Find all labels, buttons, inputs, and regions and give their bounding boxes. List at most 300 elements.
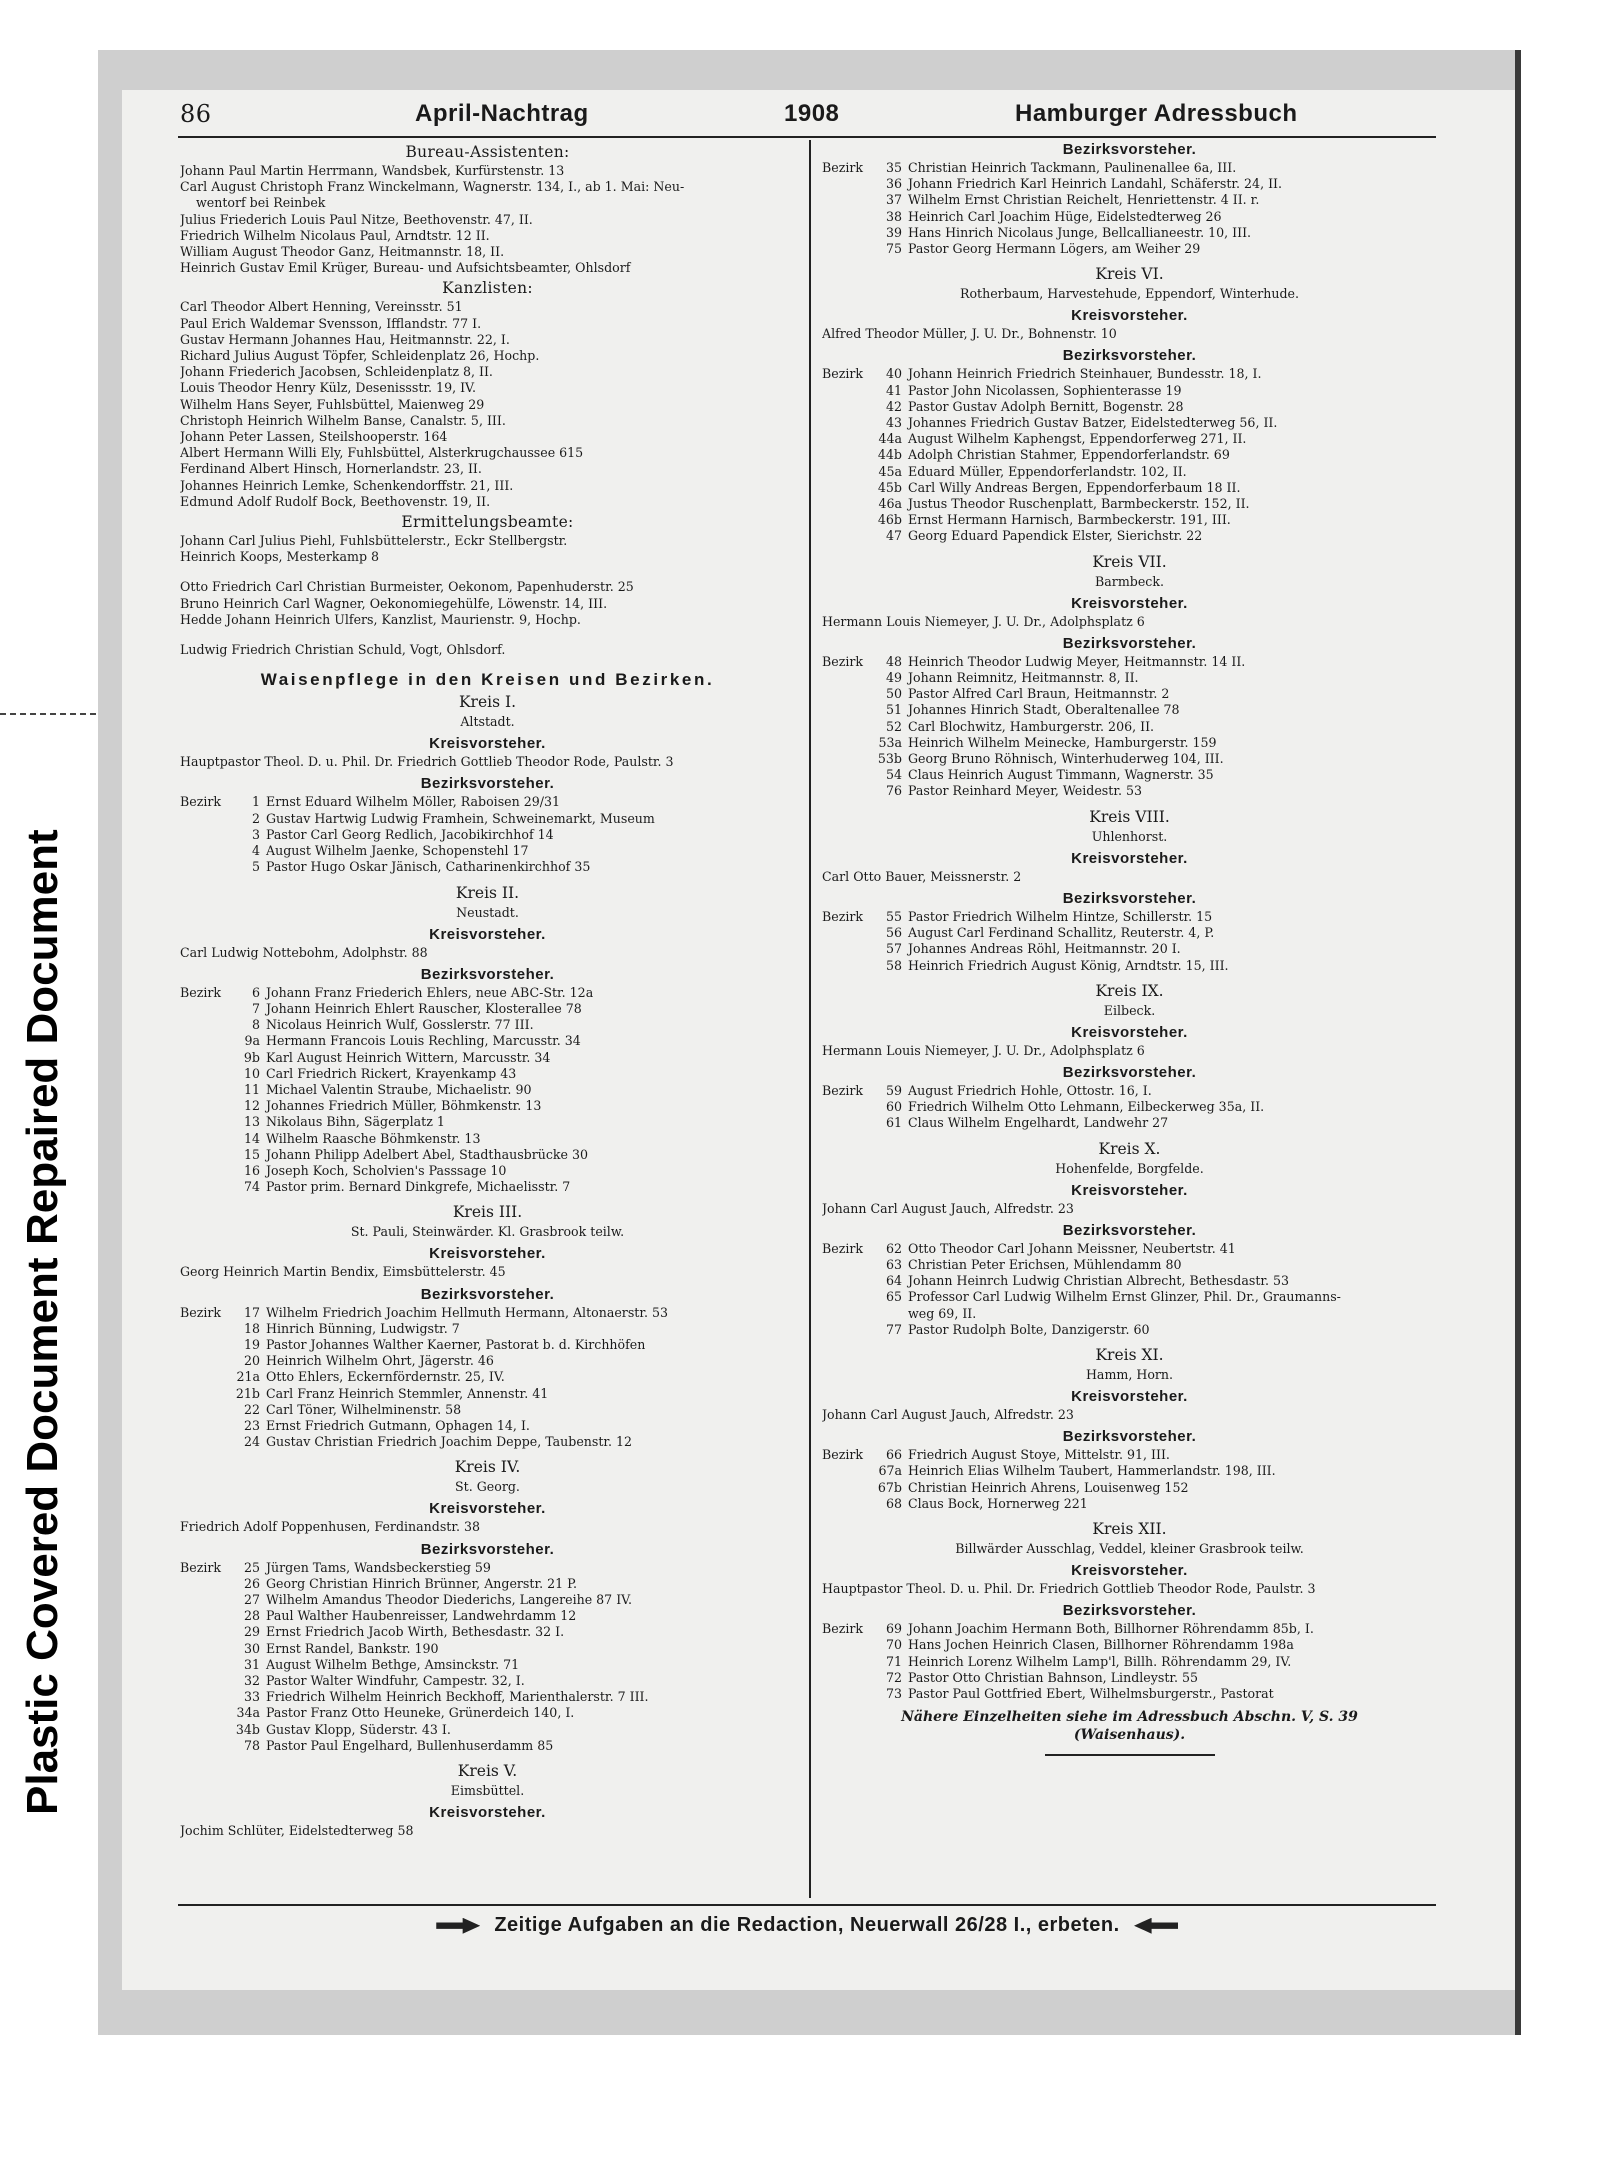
bezirk-entry xyxy=(180,1418,795,1434)
bezirk-entry xyxy=(180,1353,795,1369)
bezirk-entry xyxy=(180,1369,795,1385)
kreis-place: Barmbeck. xyxy=(1095,573,1164,589)
bezirk-entry xyxy=(822,1480,1437,1496)
kreis-heading: Kreis XII. xyxy=(1092,1519,1167,1538)
footer-notice xyxy=(178,1914,1436,1937)
bezirk-text: Pastor Franz Otto Heuneke, Grünerdeich 140, I. xyxy=(266,1705,575,1721)
bezirk-number: 23 xyxy=(243,1417,260,1433)
bezirk-label: Bezirk xyxy=(180,1304,222,1320)
kreis-place: Eimsbüttel. xyxy=(450,1783,525,1799)
list-item: Ferdinand Albert Hinsch, Hornerlandstr. 23, II. xyxy=(180,461,482,477)
bezirk-text: Pastor John Nicolassen, Sophienterasse 19 xyxy=(908,382,1182,398)
bezirk-number: 13 xyxy=(243,1114,260,1130)
bureau-list xyxy=(180,163,795,276)
kreisvorsteher-entry: Hauptpastor Theol. D. u. Phil. Dr. Friedrich Gottlieb Theodor Rode, Paulstr. 3 xyxy=(180,754,674,770)
bezirk-entry xyxy=(822,1686,1437,1702)
bezirk-number: 9b xyxy=(243,1049,260,1065)
bezirk-list xyxy=(822,1447,1437,1512)
bezirksvorsteher-heading: Bezirksvorsteher. xyxy=(420,965,555,983)
bezirk-number: 15 xyxy=(243,1146,260,1162)
list-item: Julius Friederich Louis Paul Nitze, Beethovenstr. 47, II. xyxy=(180,211,533,227)
bezirk-entry xyxy=(822,496,1437,512)
bezirk-entry xyxy=(180,1033,795,1049)
bezirksvorsteher-heading: Bezirksvorsteher. xyxy=(1062,1221,1197,1239)
bezirk-number: 60 xyxy=(885,1099,902,1115)
bezirk-list xyxy=(822,654,1437,800)
bezirk-label: Bezirk xyxy=(822,1082,864,1098)
bezirk-number: 64 xyxy=(885,1273,902,1289)
bezirk-label: Bezirk xyxy=(822,366,864,382)
bezirk-entry xyxy=(822,1099,1437,1115)
kreisvorsteher-heading: Kreisvorsteher. xyxy=(429,1804,546,1822)
bezirk-label: Bezirk xyxy=(822,1447,864,1463)
bezirk-entry xyxy=(822,209,1437,225)
bezirk-number: 44a xyxy=(878,431,902,447)
bezirk-text: Pastor Friedrich Wilhelm Hintze, Schillerstr. 15 xyxy=(908,908,1213,924)
bezirk-number: 31 xyxy=(243,1656,260,1672)
bezirk-text: Claus Heinrich August Timmann, Wagnerstr. 35 xyxy=(908,767,1214,783)
bezirksvorsteher-heading: Bezirksvorsteher. xyxy=(420,775,555,793)
kreisvorsteher-heading: Kreisvorsteher. xyxy=(429,1500,546,1518)
bezirk-text: Heinrich Lorenz Wilhelm Lamp'l, Billh. Röhrendamm 29, IV. xyxy=(908,1653,1292,1669)
bezirk-text: Ernst Friedrich Jacob Wirth, Bethesdastr. 32 I. xyxy=(266,1624,565,1640)
bezirk-text: Johann Heinrich Friedrich Steinhauer, Bundesstr. 18, I. xyxy=(908,366,1262,382)
bezirk-number: 57 xyxy=(885,941,902,957)
bezirk-label: Bezirk xyxy=(822,1240,864,1256)
bezirk-number: 74 xyxy=(243,1179,260,1195)
bezirk-text: August Wilhelm Jaenke, Schopenstehl 17 xyxy=(266,843,529,859)
bezirk-number: 33 xyxy=(243,1689,260,1705)
bezirk-text: Georg Eduard Papendick Elster, Sierichstr. 22 xyxy=(908,528,1203,544)
bezirk-text: Carl Willy Andreas Bergen, Eppendorferbaum 18 II. xyxy=(908,479,1241,495)
list-item: Albert Hermann Willi Ely, Fuhlsbüttel, Alsterkrugchaussee 615 xyxy=(180,445,584,461)
plastic-covered-label: Plastic Covered Document xyxy=(18,1257,67,1815)
bezirk-text: Johannes Hinrich Stadt, Oberaltenallee 78 xyxy=(908,702,1180,718)
bezirk-entry xyxy=(822,366,1437,382)
bezirk-number: 77 xyxy=(885,1321,902,1337)
repaired-document-label: Repaired Document xyxy=(18,829,67,1245)
pointing-hand-icon xyxy=(1134,1918,1178,1934)
kreisvorsteher-heading: Kreisvorsteher. xyxy=(429,925,546,943)
footer-text: Zeitige Aufgaben an die Redaction, Neuerwall 26/28 I., erbeten. xyxy=(494,1914,1120,1936)
bezirk-text: August Wilhelm Kaphengst, Eppendorferweg 271, II. xyxy=(908,431,1247,447)
bezirk-text: Pastor Alfred Carl Braun, Heitmannstr. 2 xyxy=(908,686,1170,702)
kreis-place: Rotherbaum, Harvestehude, Eppendorf, Winterhude. xyxy=(959,286,1300,302)
bezirk-entry xyxy=(180,1147,795,1163)
bezirk-text: August Wilhelm Bethge, Amsinckstr. 71 xyxy=(266,1656,520,1672)
bezirk-entry xyxy=(180,1163,795,1179)
bezirk-label: Bezirk xyxy=(822,160,864,175)
header-supplement: April-Nachtrag xyxy=(415,100,589,127)
kreis-heading: Kreis XI. xyxy=(1095,1345,1164,1364)
bezirk-entry xyxy=(822,1496,1437,1512)
bezirk-text: Hinrich Bünning, Ludwigstr. 7 xyxy=(266,1320,460,1336)
bezirk-text: Heinrich Elias Wilhelm Taubert, Hammerlandstr. 198, III. xyxy=(908,1463,1276,1479)
bezirk-entry xyxy=(180,1321,795,1337)
bezirk-text: Pastor Paul Gottfried Ebert, Wilhelmsburgerstr., Pastorat xyxy=(908,1685,1274,1701)
bezirk-text: Pastor Otto Christian Bahnson, Lindleystr. 55 xyxy=(908,1669,1199,1685)
bezirk-entry xyxy=(822,1621,1437,1637)
bezirk-entry xyxy=(180,1738,795,1754)
bezirk-text: Johann Reimnitz, Heitmannstr. 8, II. xyxy=(908,670,1139,686)
kreisvorsteher-heading: Kreisvorsteher. xyxy=(429,1245,546,1263)
bezirk-number: 41 xyxy=(885,382,902,398)
list-item: wentorf bei Reinbek xyxy=(196,195,326,211)
bezirk-number: 10 xyxy=(243,1065,260,1081)
short-rule xyxy=(1045,1754,1215,1756)
bezirk-entry xyxy=(180,1098,795,1114)
bezirk-text: Pastor Walter Windfuhr, Campestr. 32, I. xyxy=(266,1673,525,1688)
bezirk-number: 22 xyxy=(243,1401,260,1417)
bezirk-text: Pastor Hugo Oskar Jänisch, Catharinenkirchhof 35 xyxy=(266,859,591,875)
bezirk-number: 76 xyxy=(885,783,902,799)
list-item: Carl Theodor Albert Henning, Vereinsstr. 51 xyxy=(180,299,463,315)
bezirk-text: Gustav Hartwig Ludwig Framhein, Schweinemarkt, Museum xyxy=(266,810,655,826)
bezirk-list xyxy=(180,794,795,875)
bezirk-entry xyxy=(180,1337,795,1353)
bezirk-list xyxy=(180,1305,795,1451)
bezirk-text: Johannes Andreas Röhl, Heitmannstr. 20 I. xyxy=(908,941,1181,957)
waisenpflege-heading: Waisenpflege in den Kreisen und Bezirken. xyxy=(260,670,715,690)
bezirk-text: August Friedrich Hohle, Ottostr. 16, I. xyxy=(908,1082,1152,1098)
bezirk-text: Pastor Georg Hermann Lögers, am Weiher 29 xyxy=(908,241,1201,257)
running-head xyxy=(180,100,1435,134)
list-item: Johann Friederich Jacobsen, Schleidenplatz 8, II. xyxy=(180,364,493,380)
bezirk-text: Nikolaus Bihn, Sägerplatz 1 xyxy=(266,1114,445,1130)
kreisvorsteher-entry: Carl Otto Bauer, Meissnerstr. 2 xyxy=(822,868,1022,884)
list-item: Johann Peter Lassen, Steilshooperstr. 164 xyxy=(180,429,448,445)
list-item: Friedrich Wilhelm Nicolaus Paul, Arndtstr. 12 II. xyxy=(180,227,490,243)
bezirk-entry xyxy=(180,843,795,859)
bezirk-number: 62 xyxy=(885,1240,902,1256)
kreisvorsteher-entry: Hermann Louis Niemeyer, J. U. Dr., Adolphsplatz 6 xyxy=(822,1042,1145,1058)
bezirk-entry xyxy=(822,512,1437,528)
header-book-title: Hamburger Adressbuch xyxy=(1015,100,1298,127)
bezirk-text: Pastor Carl Georg Redlich, Jacobikirchhof 14 xyxy=(266,826,554,842)
bezirk-text: Otto Theodor Carl Johann Meissner, Neubertstr. 41 xyxy=(908,1240,1236,1256)
header-year: 1908 xyxy=(784,100,840,127)
kreis-place: Billwärder Ausschlag, Veddel, kleiner Grasbrook teilw. xyxy=(955,1540,1304,1556)
bezirk-entry xyxy=(180,811,795,827)
bezirk-text: Pastor Gustav Adolph Bernitt, Bogenstr. 28 xyxy=(908,398,1184,414)
bezirk-entry xyxy=(180,794,795,810)
bezirk-entry xyxy=(822,925,1437,941)
bezirk-text: Friedrich Wilhelm Otto Lehmann, Eilbeckerweg 35a, II. xyxy=(908,1099,1265,1115)
bezirk-entry xyxy=(822,1273,1437,1289)
bezirk-entry xyxy=(822,686,1437,702)
kreis-place: Eilbeck. xyxy=(1103,1002,1156,1018)
bezirk-entry xyxy=(822,1115,1437,1131)
bezirk-number: 4 xyxy=(251,843,260,859)
bezirk-text: Friedrich August Stoye, Mittelstr. 91, III. xyxy=(908,1447,1170,1463)
bezirk-number: 18 xyxy=(243,1320,260,1336)
bezirk-label: Bezirk xyxy=(180,984,222,1000)
bezirk-text: Pastor Johannes Walther Kaerner, Pastorat b. d. Kirchhöfen xyxy=(266,1336,646,1352)
bezirk-text: Heinrich Wilhelm Meinecke, Hamburgerstr. 159 xyxy=(908,734,1217,750)
bezirk-entry xyxy=(822,1289,1437,1305)
kreis-heading: Kreis III. xyxy=(452,1203,523,1222)
bezirk-label: Bezirk xyxy=(822,653,864,669)
bezirk-text: Hans Jochen Heinrich Clasen, Billhorner Röhrendamm 198a xyxy=(908,1637,1294,1653)
bezirk-text: Heinrich Wilhelm Ohrt, Jägerstr. 46 xyxy=(266,1353,494,1369)
bezirk-number: 2 xyxy=(251,810,260,826)
bezirk-list xyxy=(822,1083,1437,1132)
bezirk-text: Wilhelm Amandus Theodor Diederichs, Langereihe 87 IV. xyxy=(266,1591,633,1607)
bezirk-text: Nicolaus Heinrich Wulf, Gosslerstr. 77 III. xyxy=(266,1017,534,1033)
bezirk-list xyxy=(822,909,1437,974)
bezirk-number: 56 xyxy=(885,925,902,941)
bezirk-entry xyxy=(180,1576,795,1592)
bezirk-entry xyxy=(180,1657,795,1673)
list-item: Otto Friedrich Carl Christian Burmeister, Oekonom, Papenhuderstr. 25 xyxy=(180,579,634,595)
bezirk-number: 6 xyxy=(251,984,260,1000)
bezirk-entry xyxy=(180,985,795,1001)
bezirk-number: 8 xyxy=(251,1017,260,1033)
bezirk-text: Johann Heinrich Ehlert Rauscher, Klosterallee 78 xyxy=(266,1000,582,1016)
bezirk-number: 29 xyxy=(243,1624,260,1640)
bezirk-text: Justus Theodor Ruschenplatt, Barmbeckerstr. 152, II. xyxy=(908,496,1250,512)
left-column xyxy=(180,140,795,1839)
bezirk-text: Carl Friedrich Rickert, Krayenkamp 43 xyxy=(266,1065,517,1081)
kreis-place: Hohenfelde, Borgfelde. xyxy=(1055,1160,1204,1176)
bezirk-text: Eduard Müller, Eppendorferlandstr. 102, II. xyxy=(908,463,1187,479)
bezirk-entry xyxy=(822,735,1437,751)
bezirksvorsteher-heading: Bezirksvorsteher. xyxy=(1062,141,1197,158)
bezirksvorsteher-heading: Bezirksvorsteher. xyxy=(1062,1428,1197,1446)
ermittlung-list xyxy=(180,533,795,565)
bezirk-number: 52 xyxy=(885,718,902,734)
bezirk-text: Johannes Friedrich Gustav Batzer, Eidelstedterweg 56, II. xyxy=(908,415,1278,431)
column-divider xyxy=(809,140,811,1898)
bezirk-entry xyxy=(180,1434,795,1450)
bezirk-number: 51 xyxy=(885,702,902,718)
list-item: Gustav Hermann Johannes Hau, Heitmannstr. 22, I. xyxy=(180,331,510,347)
kreisvorsteher-entry: Carl Ludwig Nottebohm, Adolphstr. 88 xyxy=(180,944,428,960)
kreisvorsteher-entry: Georg Heinrich Martin Bendix, Eimsbüttelerstr. 45 xyxy=(180,1264,506,1280)
bezirk-entry xyxy=(822,415,1437,431)
list-item: Louis Theodor Henry Külz, Desenissstr. 19, IV. xyxy=(180,380,476,396)
bezirk-entry xyxy=(180,1114,795,1130)
others-list xyxy=(180,579,795,628)
bezirk-entry xyxy=(822,958,1437,974)
right-column xyxy=(822,140,1437,1756)
bezirk-entry xyxy=(180,1066,795,1082)
section-heading: Kanzlisten: xyxy=(442,279,533,298)
bezirksvorsteher-heading: Bezirksvorsteher. xyxy=(420,1540,555,1558)
kreis-place: Altstadt. xyxy=(460,714,515,730)
bezirksvorsteher-heading: Bezirksvorsteher. xyxy=(420,1285,555,1303)
bezirk-entry xyxy=(822,767,1437,783)
bezirk-number: 28 xyxy=(243,1608,260,1624)
bezirk-text: Pastor Reinhard Meyer, Weidestr. 53 xyxy=(908,783,1142,799)
bezirk-entry xyxy=(822,431,1437,447)
bezirk-number: 61 xyxy=(885,1115,902,1131)
bezirk-number: 46a xyxy=(878,496,902,512)
kreisvorsteher-entry: Johann Carl August Jauch, Alfredstr. 23 xyxy=(822,1406,1074,1422)
list-item: Carl August Christoph Franz Winckelmann, Wagnerstr. 134, I., ab 1. Mai: Neu- xyxy=(180,179,685,195)
dashed-divider xyxy=(0,713,96,715)
bezirk-number: 30 xyxy=(243,1640,260,1656)
bezirk-number: 5 xyxy=(251,859,260,875)
list-item: Heinrich Gustav Emil Krüger, Bureau- und Aufsichtsbeamter, Ohlsdorf xyxy=(180,260,631,276)
bezirk-text: Ernst Friedrich Gutmann, Ophagen 14, I. xyxy=(266,1417,530,1433)
bezirk-entry xyxy=(180,859,795,875)
list-item: Christoph Heinrich Wilhelm Banse, Canalstr. 5, III. xyxy=(180,412,506,428)
bezirk-entry xyxy=(822,241,1437,257)
bezirk-text: Johann Philipp Adelbert Abel, Stadthausbrücke 30 xyxy=(266,1146,589,1162)
kreisvorsteher-entry: Alfred Theodor Müller, J. U. Dr., Bohnenstr. 10 xyxy=(822,326,1117,342)
bezirk-text: Hermann Francois Louis Rechling, Marcusstr. 34 xyxy=(266,1033,581,1049)
bezirk-entry xyxy=(822,1322,1437,1338)
bezirk-entry xyxy=(822,941,1437,957)
bezirk-entry xyxy=(822,1670,1437,1686)
bezirk-entry xyxy=(180,1624,795,1640)
kreis-heading: Kreis VIII. xyxy=(1089,807,1170,826)
bezirk-text: Friedrich Wilhelm Heinrich Beckhoff, Marienthalerstr. 7 III. xyxy=(266,1689,649,1705)
kreis-heading: Kreis VI. xyxy=(1095,265,1164,284)
list-item: Johann Carl Julius Piehl, Fuhlsbüttelerstr., Eckr Stellbergstr. xyxy=(180,533,568,549)
bezirk-entry xyxy=(180,1592,795,1608)
bezirk-entry xyxy=(180,1082,795,1098)
bezirk-entry xyxy=(180,1386,795,1402)
list-item: Edmund Adolf Rudolf Bock, Beethovenstr. 19, II. xyxy=(180,493,491,509)
bezirk-number: 50 xyxy=(885,686,902,702)
bezirk-number: 45b xyxy=(877,479,902,495)
bezirk-number: 58 xyxy=(885,957,902,973)
kreisvorsteher-heading: Kreisvorsteher. xyxy=(429,735,546,753)
bezirk-entry xyxy=(822,399,1437,415)
bezirk-text: Wilhelm Friedrich Joachim Hellmuth Hermann, Altonaerstr. 53 xyxy=(266,1304,669,1320)
bezirk-number: 66 xyxy=(885,1447,902,1463)
bezirk-text: Claus Bock, Hornerweg 221 xyxy=(908,1495,1088,1511)
bezirk-entry xyxy=(822,1083,1437,1099)
bezirk-entry xyxy=(822,702,1437,718)
bezirk-text: Christian Peter Erichsen, Mühlendamm 80 xyxy=(908,1256,1182,1272)
bezirk-number: 46b xyxy=(877,512,902,528)
bezirk-entry xyxy=(180,1001,795,1017)
bezirk-number: 19 xyxy=(243,1336,260,1352)
bezirk-entry xyxy=(180,1608,795,1624)
bezirk-entry xyxy=(822,670,1437,686)
bezirk-entry xyxy=(822,480,1437,496)
bezirk-text: Georg Christian Hinrich Brünner, Angerstr. 21 P. xyxy=(266,1575,578,1591)
kreisvorsteher-heading: Kreisvorsteher. xyxy=(1071,1181,1188,1199)
bezirk-entry xyxy=(180,1305,795,1321)
bezirk-number: 78 xyxy=(243,1737,260,1753)
bezirk-number: 32 xyxy=(243,1673,260,1688)
bezirk-entry xyxy=(822,909,1437,925)
bezirk-text: Ernst Hermann Harnisch, Barmbeckerstr. 191, III. xyxy=(908,512,1231,528)
bezirk-entry xyxy=(180,1050,795,1066)
bezirk-number: 21a xyxy=(236,1369,260,1385)
bezirk-list xyxy=(822,160,1437,257)
bezirk-number: 36 xyxy=(885,176,902,192)
bezirk-number: 45a xyxy=(878,463,902,479)
bezirk-entry xyxy=(180,1017,795,1033)
sidebar-margin xyxy=(0,0,96,2177)
kreisvorsteher-entry: Johann Carl August Jauch, Alfredstr. 23 xyxy=(822,1200,1074,1216)
kreisvorsteher-entry: Hauptpastor Theol. D. u. Phil. Dr. Friedrich Gottlieb Theodor Rode, Paulstr. 3 xyxy=(822,1580,1316,1596)
bezirksvorsteher-heading: Bezirksvorsteher. xyxy=(1062,347,1197,365)
bezirk-text: Johann Friedrich Karl Heinrich Landahl, Schäferstr. 24, II. xyxy=(908,176,1283,192)
bezirk-text: Gustav Christian Friedrich Joachim Deppe, Taubenstr. 12 xyxy=(266,1434,633,1450)
kreisvorsteher-entry: Jochim Schlüter, Eidelstedterweg 58 xyxy=(180,1823,414,1839)
bezirk-text: Pastor Paul Engelhard, Bullenhuserdamm 85 xyxy=(266,1737,554,1753)
kreisvorsteher-heading: Kreisvorsteher. xyxy=(1071,849,1188,867)
bezirk-number: 3 xyxy=(251,826,260,842)
bezirk-number: 14 xyxy=(243,1130,260,1146)
kreis-heading: Kreis I. xyxy=(458,693,517,712)
bezirk-label: Bezirk xyxy=(822,908,864,924)
bezirk-entry xyxy=(822,225,1437,241)
bezirk-number: 67b xyxy=(877,1479,902,1495)
bezirk-number: 48 xyxy=(885,653,902,669)
bezirk-entry xyxy=(822,528,1437,544)
bezirk-text: Carl Blochwitz, Hamburgerstr. 206, II. xyxy=(908,718,1155,734)
kreisvorsteher-heading: Kreisvorsteher. xyxy=(1071,307,1188,325)
bezirk-text: Johann Heinrch Ludwig Christian Albrecht, Bethesdastr. 53 xyxy=(908,1273,1290,1289)
bezirk-list xyxy=(822,1241,1437,1338)
bezirk-number: 70 xyxy=(885,1637,902,1653)
bezirk-text: Ernst Eduard Wilhelm Möller, Raboisen 29/31 xyxy=(266,794,561,810)
bezirk-entry xyxy=(822,383,1437,399)
bezirk-entry xyxy=(180,1641,795,1657)
kreisvorsteher-heading: Kreisvorsteher. xyxy=(1071,1561,1188,1579)
bezirk-number: 34a xyxy=(236,1705,260,1721)
scan-edge-shadow xyxy=(1515,50,1521,2035)
list-item: Richard Julius August Töpfer, Schleidenplatz 26, Hochp. xyxy=(180,348,540,364)
bezirk-number: 63 xyxy=(885,1256,902,1272)
bezirk-entry xyxy=(822,783,1437,799)
bezirk-entry xyxy=(822,751,1437,767)
footer-rule xyxy=(178,1904,1436,1906)
pointing-hand-icon xyxy=(436,1918,480,1934)
bezirk-number: 39 xyxy=(885,224,902,240)
bezirk-text: Joseph Koch, Scholvien's Passsage 10 xyxy=(266,1162,507,1178)
bezirk-number: 21b xyxy=(235,1385,260,1401)
kreis-heading: Kreis VII. xyxy=(1092,552,1167,571)
list-item: Johann Paul Martin Herrmann, Wandsbek, Kurfürstenstr. 13 xyxy=(180,163,565,178)
kreis-place: Hamm, Horn. xyxy=(1085,1366,1174,1382)
bezirk-text: Heinrich Theodor Ludwig Meyer, Heitmannstr. 14 II. xyxy=(908,653,1246,669)
bezirk-number: 37 xyxy=(885,192,902,208)
bezirk-number: 49 xyxy=(885,670,902,686)
kanzlisten-list xyxy=(180,299,795,510)
bezirk-number: 35 xyxy=(885,160,902,175)
kreis-place: St. Pauli, Steinwärder. Kl. Grasbrook teilw. xyxy=(350,1224,625,1240)
bezirk-number: 54 xyxy=(885,767,902,783)
kreis-place: Uhlenhorst. xyxy=(1091,828,1168,844)
list-item: Johannes Heinrich Lemke, Schenkendorffstr. 21, III. xyxy=(180,477,514,493)
kreisvorsteher-heading: Kreisvorsteher. xyxy=(1071,594,1188,612)
bezirk-text: Wilhelm Raasche Böhmkenstr. 13 xyxy=(266,1130,481,1146)
bezirk-list xyxy=(180,985,795,1196)
bezirk-entry xyxy=(180,1689,795,1705)
bezirk-number: 67a xyxy=(878,1463,902,1479)
reference-note: Nähere Einzelheiten siehe im Adressbuch Abschn. V, S. 39 xyxy=(901,1709,1358,1726)
kreisvorsteher-heading: Kreisvorsteher. xyxy=(1071,1023,1188,1041)
bezirk-text: weg 69, II. xyxy=(908,1305,977,1321)
bezirk-number: 16 xyxy=(243,1162,260,1178)
bezirk-text: Hans Hinrich Nicolaus Junge, Bellcallianeestr. 10, III. xyxy=(908,224,1252,240)
bezirk-text: Heinrich Friedrich August König, Arndtstr. 15, III. xyxy=(908,957,1229,973)
bezirk-entry xyxy=(180,827,795,843)
bezirk-number: 11 xyxy=(243,1081,260,1097)
bezirk-number: 72 xyxy=(885,1669,902,1685)
bezirk-number: 47 xyxy=(885,528,902,544)
bezirk-number: 20 xyxy=(243,1353,260,1369)
bezirk-entry xyxy=(180,1673,795,1689)
